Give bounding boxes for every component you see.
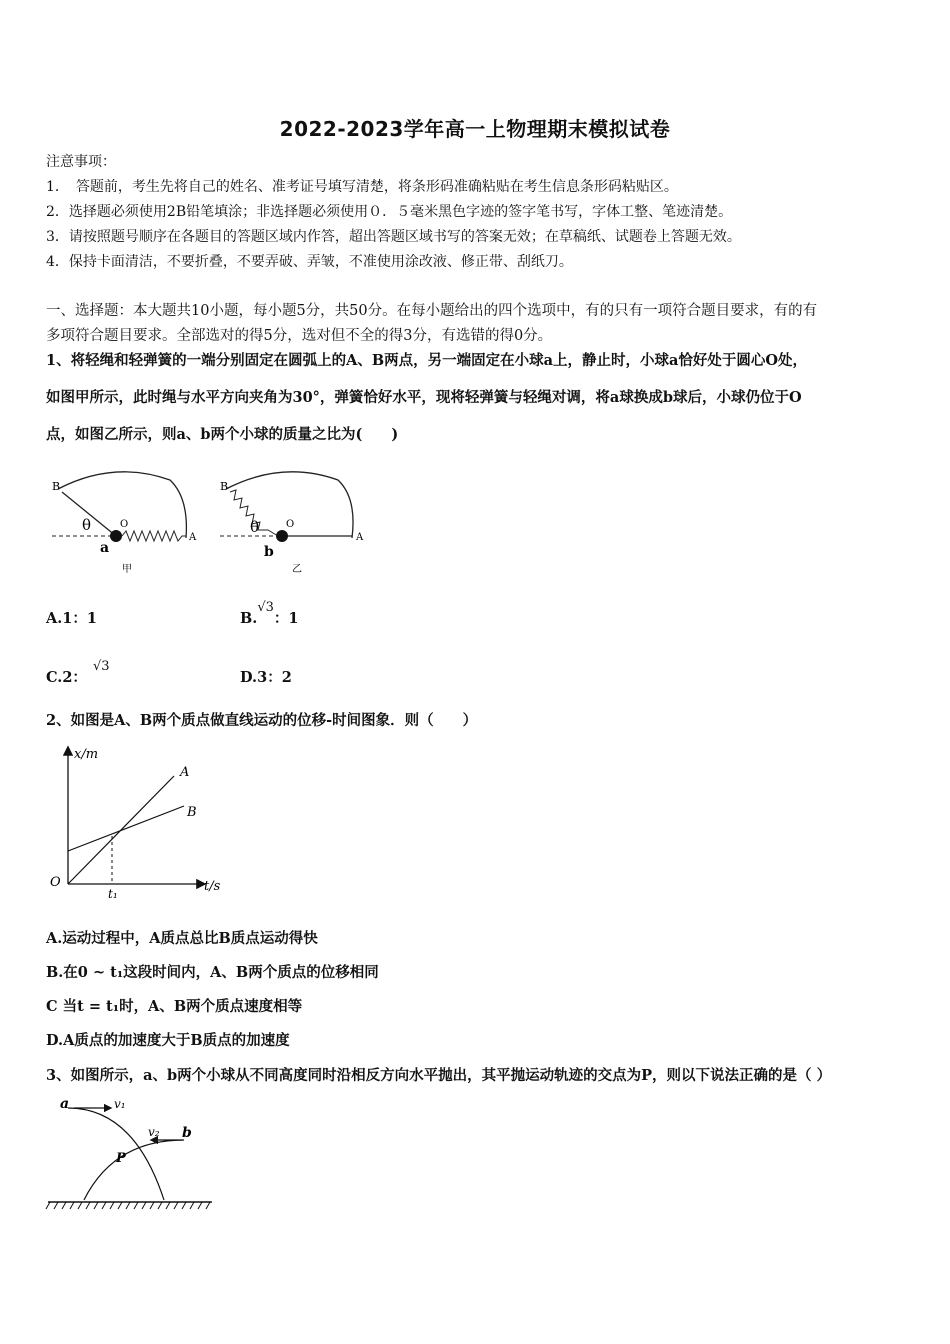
label-v2: v₂: [148, 1125, 160, 1139]
label-A-yi: A: [356, 532, 364, 543]
x-axis-label: t/s: [204, 879, 221, 894]
label-B-jia: B: [52, 480, 61, 493]
origin-label: O: [50, 875, 61, 890]
line-B-label: B: [187, 805, 197, 820]
q1-option-c-prefix: C.2：: [46, 669, 87, 686]
q1-option-c: [46, 659, 110, 687]
ball-a: [110, 530, 122, 542]
label-A-jia: A: [189, 532, 197, 543]
line-B: [68, 806, 184, 851]
q1-figure-yi: [212, 470, 382, 580]
q1-option-c-sqrt: √3: [92, 659, 110, 674]
trajectory-b: [84, 1140, 184, 1200]
label-theta-jia: θ: [82, 516, 92, 534]
q1-stem-line-1: 1、将轻绳和轻弹簧的一端分别固定在圆弧上的A、B两点，另一端固定在小球a上，静止时，小球a恰好处于圆心O处，: [46, 352, 808, 369]
label-P: P: [116, 1151, 126, 1166]
q1-stem-line-3: 点，如图乙所示，则a、b两个小球的质量之比为( ): [46, 426, 399, 443]
label-O-jia: O: [120, 519, 129, 530]
q2-option-b: B.在0 ~ t₁这段时间内，A、B两个质点的位移相同: [46, 964, 379, 981]
q2-stem: 2、如图是A、B两个质点做直线运动的位移-时间图象．则（ ）: [46, 712, 478, 729]
notice-item-1: 1． 答题前，考生先将自己的姓名、准考证号填写清楚，将条形码准确粘贴在考生信息条形码粘贴区。: [46, 179, 678, 195]
q2-option-a: A.运动过程中，A质点总比B质点运动得快: [46, 930, 318, 947]
spring-jia: [122, 531, 186, 541]
caption-yi: 乙: [292, 564, 302, 575]
q1-option-b-suffix: ：1: [273, 610, 299, 627]
label-b: b: [182, 1125, 192, 1141]
q1-option-b-sqrt: √3: [257, 600, 274, 615]
section-1-line-1: 一、选择题：本大题共10小题，每小题5分，共50分。在每小题给出的四个选项中，有的只有一项符合题目要求，有的有: [46, 303, 818, 319]
notice-item-3: 3．请按照题号顺序在各题目的答题区域内作答，超出答题区域书写的答案无效；在草稿纸、试题卷上答题无效。: [46, 229, 741, 245]
q1-option-d: D.3：2: [240, 669, 292, 686]
q1-option-a: A.1：1: [46, 610, 97, 627]
caption-jia: 甲: [122, 564, 132, 575]
line-A-label: A: [180, 765, 190, 780]
y-axis-label: x/m: [74, 747, 99, 762]
q3-figure: [44, 1090, 224, 1215]
notice-item-2: 2．选择题必须使用2B铅笔填涂；非选择题必须使用０．５毫米黑色字迹的签字笔书写，字体工整、笔迹清楚。: [46, 204, 733, 220]
label-theta-yi: θ: [250, 518, 260, 536]
label-ball-b: b: [264, 544, 274, 560]
section-1-line-2: 多项符合题目要求。全部选对的得5分，选对但不全的得3分，有选错的得0分。: [46, 328, 553, 344]
q2-option-c: C 当t = t₁时，A、B两个质点速度相等: [46, 998, 303, 1015]
q2-option-d: D.A质点的加速度大于B质点的加速度: [46, 1032, 290, 1049]
q2-graph: [44, 738, 234, 903]
page-title: 2022-2023学年高一上物理期末模拟试卷: [279, 117, 671, 141]
q1-option-b: [240, 600, 299, 628]
ball-b: [276, 530, 288, 542]
label-O-yi: O: [286, 519, 295, 530]
q1-stem-line-2: 如图甲所示，此时绳与水平方向夹角为30°，弹簧恰好水平，现将轻弹簧与轻绳对调，将a球换成b球后，小球仍位于O: [46, 389, 802, 406]
ground-hatch: [46, 1202, 210, 1209]
notice-heading: 注意事项：: [46, 154, 116, 170]
t1-label: t₁: [108, 887, 118, 901]
label-ball-a: a: [100, 540, 110, 556]
label-v1: v₁: [114, 1097, 126, 1111]
q1-option-b-prefix: B.: [240, 610, 258, 627]
q3-stem: 3、如图所示，a、b两个小球从不同高度同时沿相反方向水平抛出，其平抛运动轨迹的交点为P，则以下说法正确的是（ ）: [46, 1067, 832, 1084]
q1-figure-jia: [44, 470, 204, 580]
label-a: a: [60, 1096, 70, 1112]
notice-item-4: 4．保持卡面清洁，不要折叠，不要弄破、弄皱，不准使用涂改液、修正带、刮纸刀。: [46, 254, 573, 270]
label-B-yi: B: [220, 480, 229, 493]
